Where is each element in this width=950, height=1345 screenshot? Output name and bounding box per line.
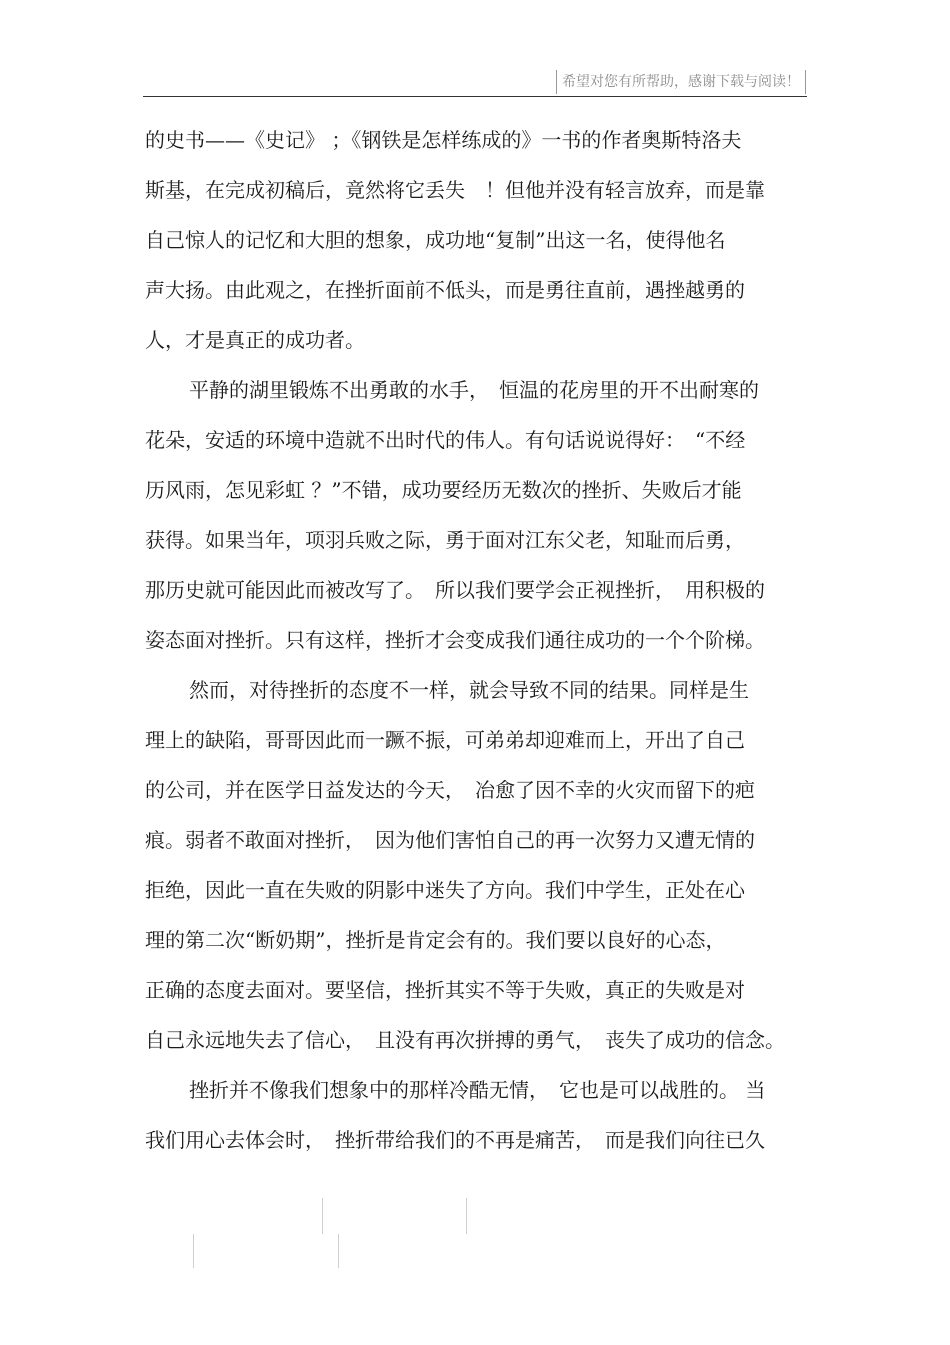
- paragraph-first-line: 挫折并不像我们想象中的那样冷酷无情， 它也是可以战胜的。 当: [189, 1078, 766, 1102]
- text-line: 斯基，在完成初稿后，竟然将它丢失 ！但他并没有轻言放弃，而是靠: [145, 178, 765, 202]
- paragraph-first-line: 平静的湖里锻炼不出勇敢的水手， 恒温的花房里的开不出耐寒的: [189, 378, 759, 402]
- text-line: 声大扬。由此观之，在挫折面前不低头，而是勇往直前，遇挫越勇的: [145, 278, 745, 302]
- text-line: 自己永远地失去了信心， 且没有再次拼搏的勇气， 丧失了成功的信念。: [145, 1028, 785, 1052]
- text-line: 理的第二次“断奶期”，挫折是肯定会有的。我们要以良好的心态，: [145, 928, 726, 952]
- text-line: 的公司，并在医学日益发达的今天， 冶愈了因不幸的火灾而留下的疤: [145, 778, 755, 802]
- body-text: [145, 115, 807, 1165]
- paragraph-first-line: 然而，对待挫折的态度不一样，就会导致不同的结果。同样是生: [189, 678, 749, 702]
- text-line: 的史书——《史记》 ；《钢铁是怎样练成的》一书的作者奥斯特洛夫: [145, 128, 742, 152]
- text-line: 拒绝，因此一直在失败的阴影中迷失了方向。我们中学生，正处在心: [145, 878, 745, 902]
- header-note: 希望对您有所帮助，感谢下载与阅读！: [556, 70, 806, 94]
- scan-artifact-line: [193, 1234, 194, 1268]
- text-line: 我们用心去体会时， 挫折带给我们的不再是痛苦， 而是我们向往已久: [145, 1128, 765, 1152]
- scan-artifact-line: [466, 1198, 467, 1234]
- text-line: 理上的缺陷，哥哥因此而一蹶不振，可弟弟却迎难而上，开出了自己: [145, 728, 745, 752]
- text-line: 花朵，安适的环境中造就不出时代的伟人。有句话说说得好： “不经: [145, 428, 746, 452]
- scan-artifact-line: [338, 1234, 339, 1268]
- text-line: 姿态面对挫折。只有这样，挫折才会变成我们通往成功的一个个阶梯。: [145, 628, 765, 652]
- text-line: 历风雨，怎见彩虹 ？”不错，成功要经历无数次的挫折、失败后才能: [145, 478, 742, 502]
- header-divider: [143, 96, 807, 97]
- text-line: 获得。如果当年，项羽兵败之际，勇于面对江东父老，知耻而后勇，: [145, 528, 745, 552]
- text-line: 痕。弱者不敢面对挫折， 因为他们害怕自己的再一次努力又遭无情的: [145, 828, 755, 852]
- text-line: 自己惊人的记忆和大胆的想象，成功地“复制”出这一名，使得他名: [145, 228, 726, 252]
- text-line: 正确的态度去面对。要坚信，挫折其实不等于失败，真正的失败是对: [145, 978, 745, 1002]
- scan-artifact-line: [322, 1198, 323, 1234]
- text-line: 人，才是真正的成功者。: [145, 328, 365, 352]
- text-line: 那历史就可能因此而被改写了。 所以我们要学会正视挫折， 用积极的: [145, 578, 765, 602]
